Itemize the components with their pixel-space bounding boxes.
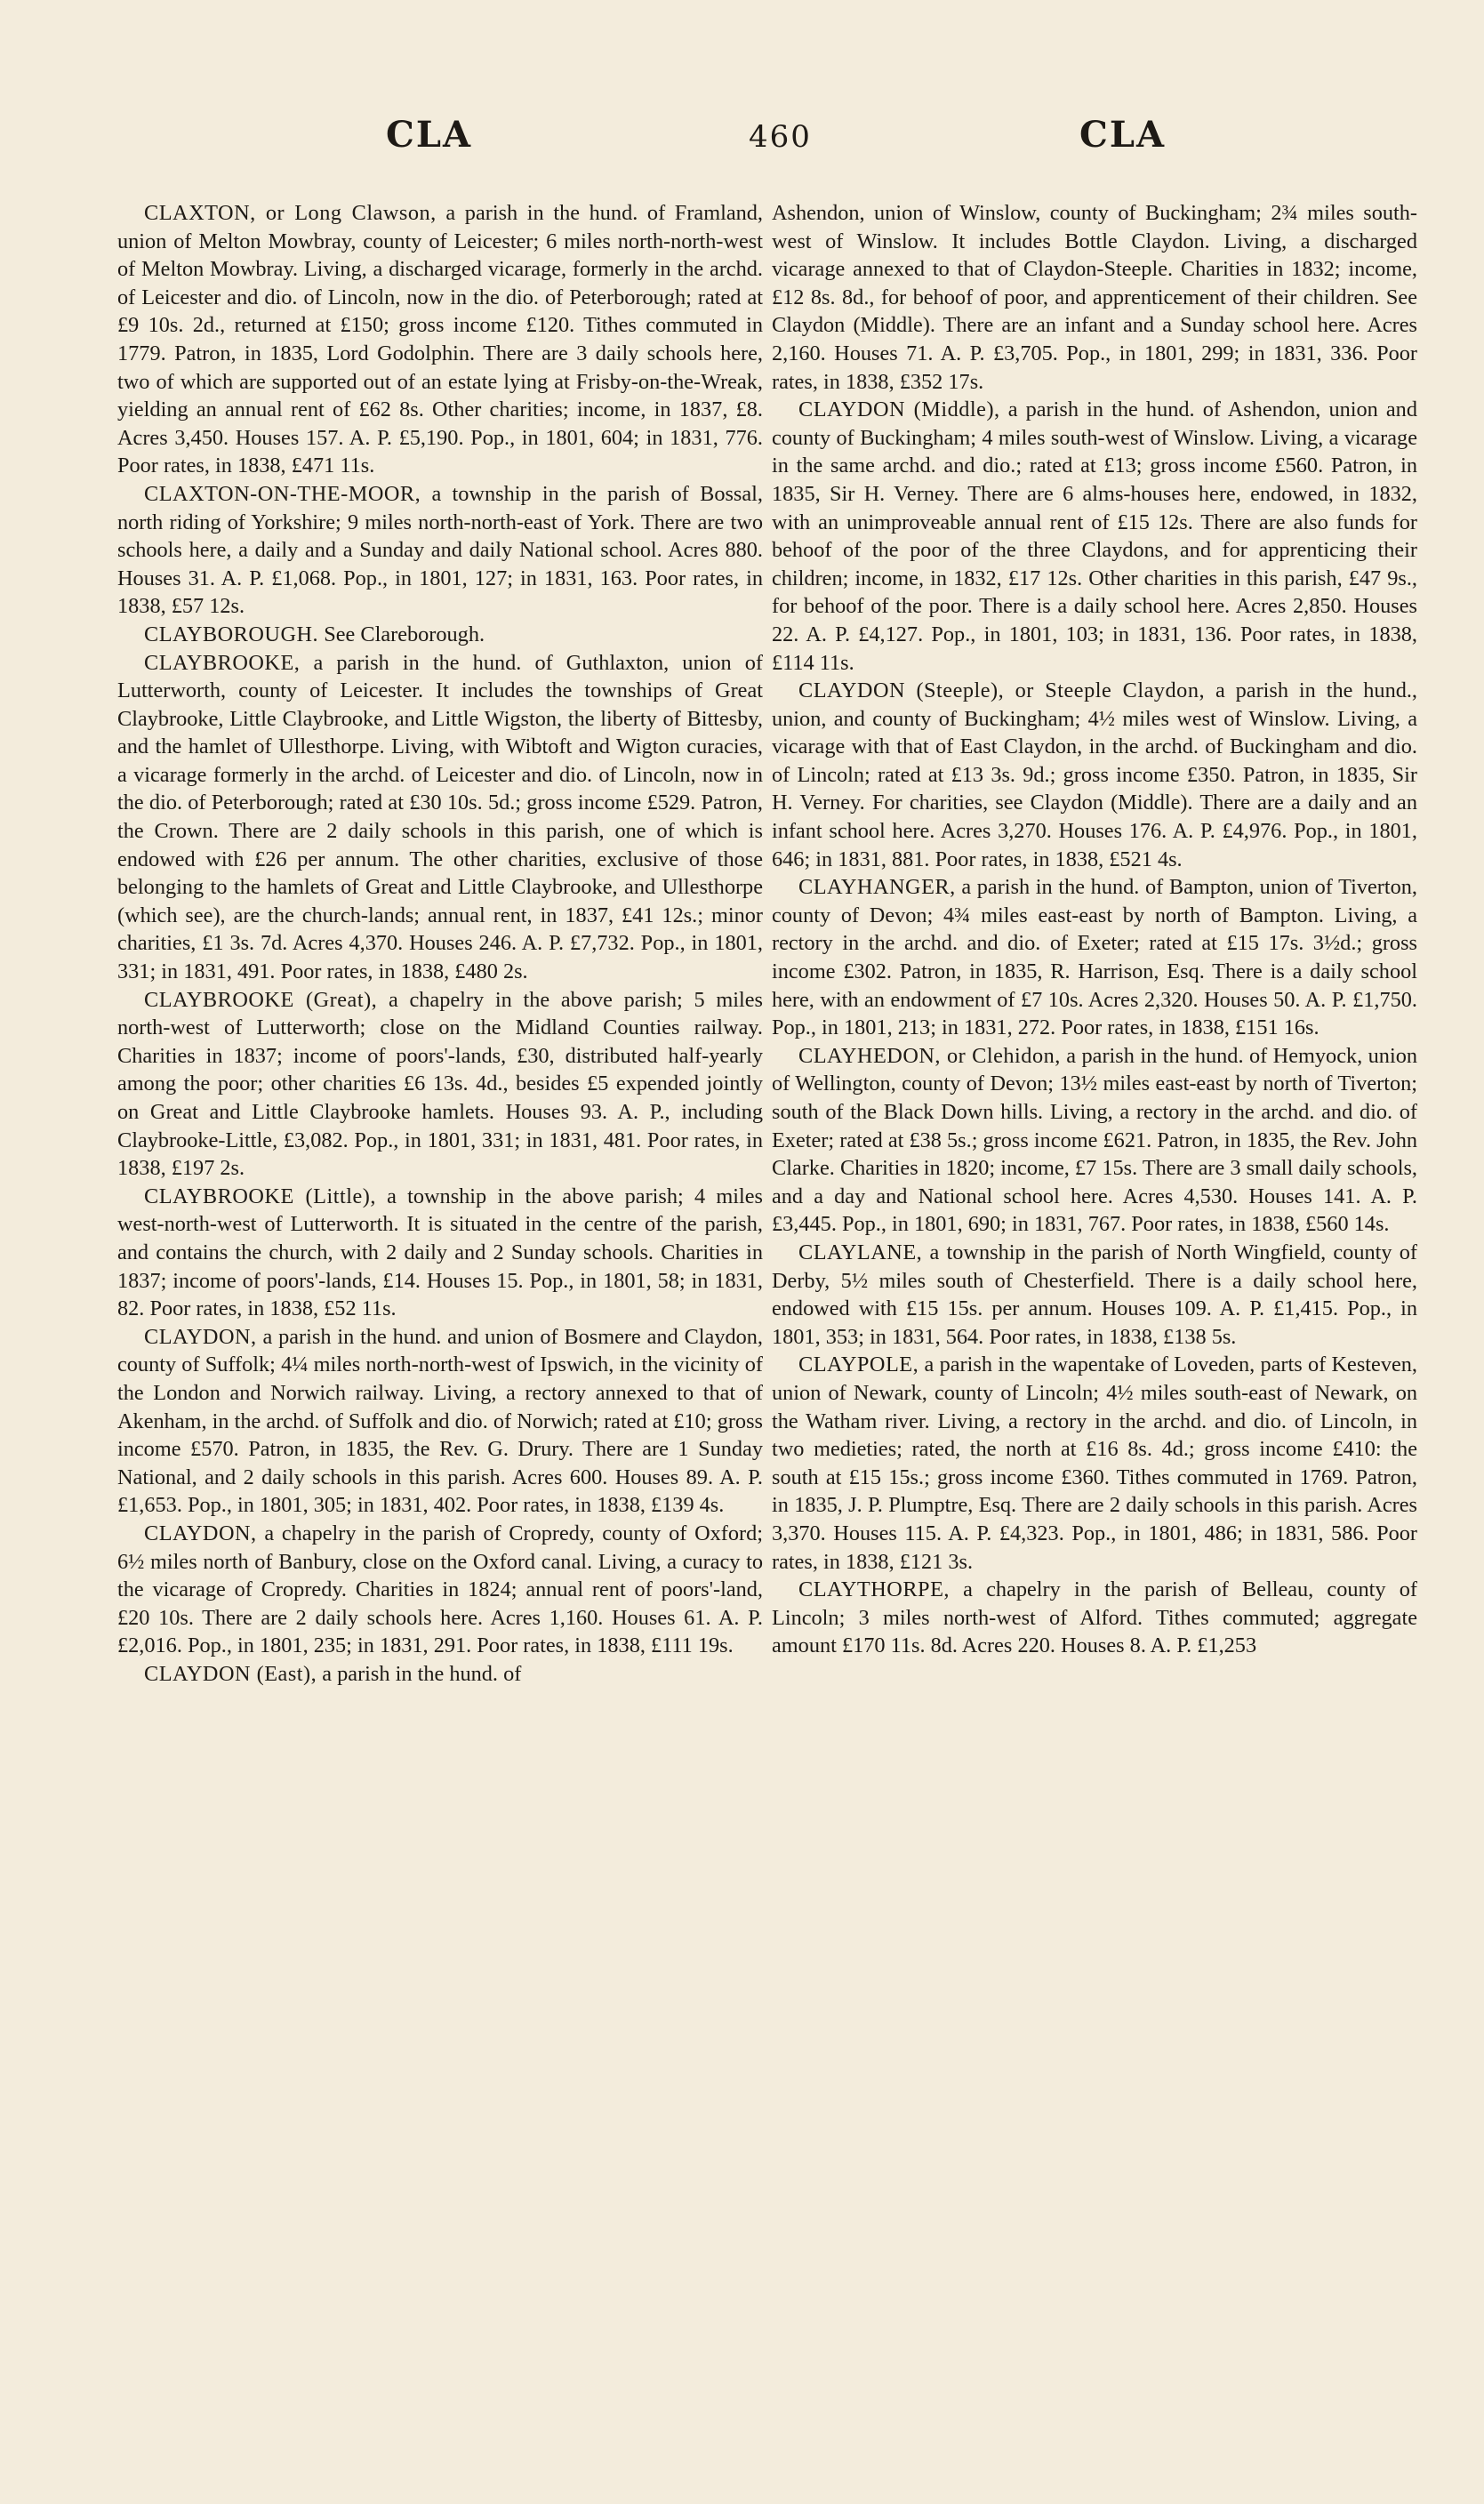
gazetteer-entry (117, 649, 763, 986)
entry-headword: CLAYDON, (144, 1324, 257, 1349)
gazetteer-entry (772, 677, 1417, 873)
entry-text: a parish in the hund. and union of Bosmere and Claydon, county of Suffolk; 4¼ miles north-north-west of Ipswich, in the vicinity of the London and Norwich railway. Living, a rectory annexed to that of Akenham, in the archd. of Suffolk and dio. of Norwich; rated at £10; gross income £570. Patron, in 1835, the Rev. G. Drury. There are 1 Sunday National, and 2 daily schools in this parish. Acres 600. Houses 89. A. P. £1,653. Pop., in 1801, 305; in 1831, 402. Poor rates, in 1838, £139 4s. (117, 1324, 763, 1518)
entry-text: a parish in the hund., union, and county of Buckingham; 4½ miles west of Winslow. Living, a vicarage with that of East Claydon, in the archd. of Buckingham and dio. of Lincoln; rated at £13 3s. 9d.; gross income £350. Patron, in 1835, Sir H. Verney. For charities, see Claydon (Middle). There are a daily and an infant school here. Acres 3,270. Houses 176. A. P. £4,976. Pop., in 1801, 646; in 1831, 881. Poor rates, in 1838, £521 4s. (772, 678, 1417, 871)
entry-text: a township in the above parish; 4 miles west-north-west of Lutterworth. It is situated in the centre of the parish, and contains the church, with 2 daily and 2 Sunday schools. Charities in 1837; income of poors'-lands, £14. Houses 15. Pop., in 1801, 58; in 1831, 82. Poor rates, in 1838, £52 11s. (117, 1184, 763, 1321)
gazetteer-entry (772, 1042, 1417, 1239)
entry-headword: CLAXTON, or Long Clawson, (144, 201, 437, 225)
entry-text: a chapelry in the parish of Cropredy, county of Oxford; 6½ miles north of Banbury, close on the Oxford canal. Living, a curacy to the vicarage of Cropredy. Charities in 1824; annual rent of poors'-land, £20 10s. There are 2 daily schools here. Acres 1,160. Houses 61. A. P. £2,016. Pop., in 1801, 235; in 1831, 291. Poor rates, in 1838, £111 19s. (117, 1521, 763, 1658)
entry-text: a chapelry in the parish of Belleau, county of Lincoln; 3 miles north-west of Alford. Tithes commuted; aggregate amount £170 11s. 8d. Acres 220. Houses 8. A. P. £1,253 (772, 1577, 1417, 1658)
entry-text: See Clareborough. (318, 622, 485, 646)
entry-headword: CLAYBOROUGH. (144, 622, 319, 646)
entry-text: a township in the parish of Bossal, north riding of Yorkshire; 9 miles north-north-east of York. There are two schools here, a daily and a Sunday and daily National school. Acres 880. Houses 31. A. P. £1,068. Pop., in 1801, 127; in 1831, 163. Poor rates, in 1838, £57 12s. (117, 481, 763, 619)
entry-headword: CLAYDON, (144, 1521, 257, 1545)
entry-text: a township in the parish of North Wingfield, county of Derby, 5½ miles south of Chesterfield. There is a daily school here, endowed with £15 15s. per annum. Houses 109. A. P. £1,415. Pop., in 1801, 353; in 1831, 564. Poor rates, in 1838, £138 5s. (772, 1240, 1417, 1349)
gazetteer-entry (772, 1239, 1417, 1351)
gazetteer-entry (117, 986, 763, 1183)
entry-text: Ashendon, union of Winslow, county of Buckingham; 2¾ miles south-west of Winslow. It includes Bottle Claydon. Living, a discharged vicarage annexed to that of Claydon-Steeple. Charities in 1832; income, £12 8s. 8d., for behoof of poor, and apprenticement of their children. See Claydon (Middle). There are an infant and a Sunday school here. Acres 2,160. Houses 71. A. P. £3,705. Pop., in 1801, 299; in 1831, 336. Poor rates, in 1838, £352 17s. (772, 201, 1417, 394)
entry-headword: CLAYBROOKE (Little), (144, 1184, 376, 1208)
entry-text: a parish in the wapentake of Loveden, parts of Kesteven, union of Newark, county of Lincoln; 4½ miles south-east of Newark, on the Watham river. Living, a rectory in the archd. and dio. of Lincoln, in two medieties; rated, the north at £16 8s. 4d.; gross income £410: the south at £15 15s.; gross income £360. Tithes commuted in 1769. Patron, in 1835, J. P. Plumptre, Esq. There are 2 daily schools in this parish. Acres 3,370. Houses 115. A. P. £4,323. Pop., in 1801, 486; in 1831, 586. Poor rates, in 1838, £121 3s. (772, 1352, 1417, 1574)
entry-headword: CLAXTON-ON-THE-MOOR, (144, 481, 421, 506)
entry-text: a parish in the hund. of Guthlaxton, union of Lutterworth, county of Leicester. It includes the townships of Great Claybrooke, Little Claybrooke, and Little Wigston, the liberty of Bittesby, and the hamlet of Ullesthorpe. Living, with Wibtoft and Wigton curacies, a vicarage formerly in the archd. of Leicester and dio. of Lincoln, now in the dio. of Peterborough; rated at £30 10s. 5d.; gross income £529. Patron, the Crown. There are 2 daily schools in this parish, one of which is endowed with £26 per annum. The other charities, exclusive of those belonging to the hamlets of Great and Little Claybrooke, and Ullesthorpe (which see), are the church-lands; annual rent, in 1837, £41 12s.; minor charities, £1 3s. 7d. Acres 4,370. Houses 246. A. P. £7,732. Pop., in 1801, 331; in 1831, 491. Poor rates, in 1838, £480 2s. (117, 650, 763, 984)
gazetteer-entry (117, 480, 763, 621)
entry-headword: CLAYLANE, (798, 1240, 923, 1264)
entry-text: a parish in the hund. of Hemyock, union of Wellington, county of Devon; 13½ miles east-east by north of Tiverton; south of the Black Down hills. Living, a rectory in the archd. and dio. of Exeter; rated at £38 5s.; gross income £621. Patron, in 1835, the Rev. John Clarke. Charities in 1820; income, £7 15s. There are 3 small daily schools, and a day and National school here. Acres 4,530. Houses 141. A. P. £3,445. Pop., in 1801, 690; in 1831, 767. Poor rates, in 1838, £560 14s. (772, 1043, 1417, 1237)
page-number: 460 (749, 119, 812, 155)
right-column (772, 199, 1417, 2476)
running-head-right: CLA (1079, 114, 1166, 156)
entry-headword: CLAYDON (East), (144, 1661, 317, 1686)
running-head-left: CLA (386, 114, 472, 156)
gazetteer-entry-continuation (772, 199, 1417, 396)
entry-text: a parish in the hund. of Framland, union of Melton Mowbray, county of Leicester; 6 miles north-north-west of Melton Mowbray. Living, a discharged vicarage, formerly in the archd. of Leicester and dio. of Lincoln, now in the dio. of Peterborough; rated at £9 10s. 2d., returned at £150; gross income £120. Tithes commuted in 1779. Patron, in 1835, Lord Godolphin. There are 3 daily schools here, two of which are supported out of an estate lying at Frisby-on-the-Wreak, yielding an annual rent of £62 8s. Other charities; income, in 1837, £8. Acres 3,450. Houses 157. A. P. £5,190. Pop., in 1801, 604; in 1831, 776. Poor rates, in 1838, £471 11s. (117, 201, 763, 478)
gazetteer-entry (772, 1351, 1417, 1576)
gazetteer-entry (117, 1660, 763, 1689)
gazetteer-entry (772, 396, 1417, 677)
entry-headword: CLAYBROOKE (Great), (144, 987, 378, 1012)
entry-headword: CLAYBROOKE, (144, 650, 301, 675)
entry-headword: CLAYTHORPE, (798, 1577, 950, 1602)
entry-headword: CLAYDON (Middle), (798, 397, 1000, 422)
entry-headword: CLAYHEDON, or Clehidon, (798, 1043, 1061, 1068)
gazetteer-entry (117, 621, 763, 649)
entry-text: a parish in the hund. of (317, 1661, 522, 1686)
running-head (0, 114, 1484, 167)
gazetteer-entry (117, 199, 763, 480)
gazetteer-entry (117, 1520, 763, 1660)
entry-headword: CLAYPOLE, (798, 1352, 919, 1377)
left-column (117, 199, 763, 2476)
entry-headword: CLAYDON (Steeple), or Steeple Claydon, (798, 678, 1206, 703)
entry-text: a chapelry in the above parish; 5 miles north-west of Lutterworth; close on the Midland Counties railway. Charities in 1837; income of poors'-lands, £30, distributed half-yearly among the poor; other charities £6 13s. 4d., besides £5 expended jointly on Great and Little Claybrooke hamlets. Houses 93. A. P., including Claybrooke-Little, £3,082. Pop., in 1801, 331; in 1831, 481. Poor rates, in 1838, £197 2s. (117, 987, 763, 1181)
gazetteer-entry (772, 1576, 1417, 1660)
gazetteer-entry (117, 1183, 763, 1323)
gazetteer-entry (772, 873, 1417, 1042)
entry-text: a parish in the hund. of Bampton, union of Tiverton, county of Devon; 4¾ miles east-east by north of Bampton. Living, a rectory in the archd. and dio. of Exeter; rated at £15 17s. 3½d.; gross income £302. Patron, in 1835, R. Harrison, Esq. There is a daily school here, with an endowment of £7 10s. Acres 2,320. Houses 50. A. P. £1,750. Pop., in 1801, 213; in 1831, 272. Poor rates, in 1838, £151 16s. (772, 875, 1417, 1040)
entry-headword: CLAYHANGER, (798, 875, 956, 900)
gazetteer-entry (117, 1323, 763, 1520)
entry-text: a parish in the hund. of Ashendon, union and county of Buckingham; 4 miles south-west of Winslow. Living, a vicarage in the same archd. and dio.; rated at £13; gross income £560. Patron, in 1835, Sir H. Verney. There are 6 alms-houses here, endowed, in 1832, with an unimproveable annual rent of £15 12s. There are also funds for behoof of the poor of the three Claydons, and for apprenticing their children; income, in 1832, £17 12s. Other charities in this parish, £47 9s., for behoof of the poor. There is a daily school here. Acres 2,850. Houses 22. A. P. £4,127. Pop., in 1801, 103; in 1831, 136. Poor rates, in 1838, £114 11s. (772, 397, 1417, 675)
